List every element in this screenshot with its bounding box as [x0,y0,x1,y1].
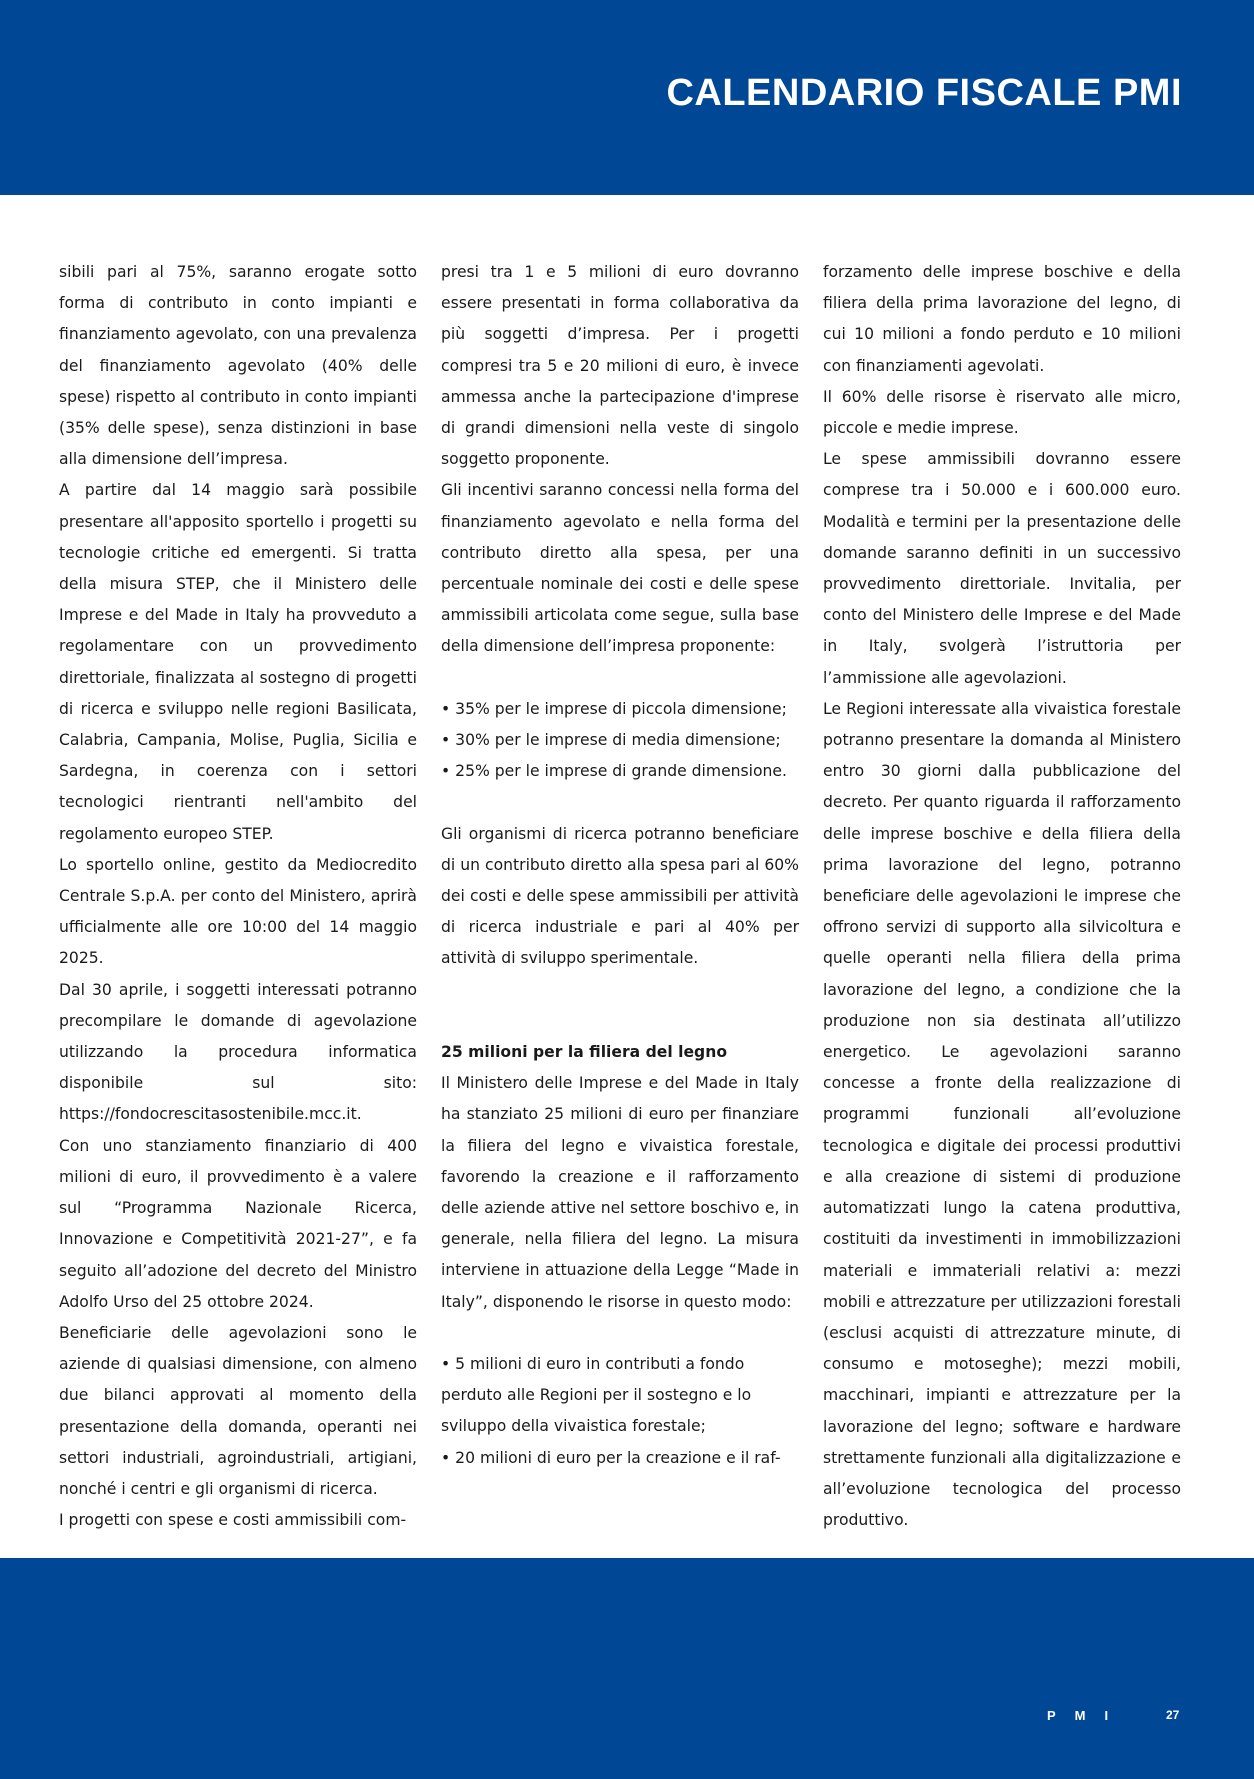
page-number: 27 [1166,1708,1180,1722]
paragraph: Lo sportello online, gestito da Mediocredito Centrale S.p.A. per conto del Ministero, aprirà ufficialmente alle ore 10:00 del 14 maggio 2025. [59,855,417,968]
paragraph: Dal 30 aprile, i soggetti interessati potranno precompilare le domande di agevolazione utilizzando la procedura informatica disponibile sul sito: https://fondocrescitasostenibile.mcc.it. [59,980,417,1124]
list-item: • 35% per le imprese di piccola dimensione; [441,694,799,725]
paragraph: Beneficiarie delle agevolazioni sono le aziende di qualsiasi dimensione, con almeno due bilanci approvati al momento della presentazione della domanda, operanti nei settori industriali, agroindustriali, artigiani, nonché i centri e gli organismi di ricerca. [59,1323,417,1498]
spacer [441,787,799,818]
bullet-list [441,1349,799,1474]
footer-brand: PMI [1047,1708,1128,1723]
text-column-1 [59,257,417,1536]
paragraph: forzamento delle imprese boschive e della filiera della prima lavorazione del legno, di cui 10 milioni a fondo perduto e 10 milioni con finanziamenti agevolati. [823,263,1181,375]
list-item: • 30% per le imprese di media dimensione; [441,725,799,756]
footer-band [0,1558,1254,1779]
paragraph: Il Ministero delle Imprese e del Made in Italy ha stanziato 25 milioni di euro per finanziare la filiera del legno e vivaistica forestale, favorendo la creazione e il rafforzamento delle aziende attive nel settore boschivo e, in generale, nella filiera del legno. La misura interviene in attuazione della Legge “Made in Italy”, disponendo le risorse in questo modo: [441,1074,799,1311]
spacer [441,1318,799,1349]
spacer [441,1006,799,1037]
list-item: • 20 milioni di euro per la creazione e il raf- [441,1443,799,1474]
paragraph: Gli organismi di ricerca potranno beneficiare di un contributo diretto alla spesa pari al 60% dei costi e delle spese ammissibili per attività di ricerca industriale e pari al 40% per attività di sviluppo sperimentale. [441,824,799,968]
spacer [441,975,799,1006]
header-band [0,0,1254,195]
bullet-list [441,694,799,788]
paragraph: Le Regioni interessate alla vivaistica forestale potranno presentare la domanda al Ministero entro 30 giorni dalla pubblicazione del decreto. Per quanto riguarda il rafforzamento delle imprese boschive e della filiera della prima lavorazione del legno, potranno beneficiare delle agevolazioni le imprese che offrono servizi di supporto alla silvicoltura e quelle operanti nella filiera della prima lavorazione del legno, a condizione che la produzione non sia destinata all’utilizzo energetico. Le agevolazioni saranno concesse a fronte della realizzazione di programmi funzionali all’evoluzione tecnologica e digitale dei processi produttivi e alla creazione di sistemi di produzione automatizzati lungo la catena produttiva, costituiti da investimenti in immobilizzazioni materiali e immateriali relativi a: mezzi mobili e attrezzature per utilizzazioni forestali (esclusi acquisti di attrezzature minute, di consumo e motoseghe); mezzi mobili, macchinari, impianti e attrezzature per la lavorazione del legno; software e hardware strettamente funzionali alla digitalizzazione e all’evoluzione tecnologica del processo produttivo. [823,699,1181,1530]
paragraph: Con uno stanziamento finanziario di 400 milioni di euro, il provvedimento è a valere sul “Programma Nazionale Ricerca, Innovazione e Competitività 2021-27”, e fa seguito all’adozione del decreto del Ministro Adolfo Urso del 25 ottobre 2024. [59,1136,417,1311]
spacer [441,663,799,694]
paragraph: I progetti con spese e costi ammissibili com- [59,1511,407,1530]
paragraph: Le spese ammissibili dovranno essere comprese tra i 50.000 e i 600.000 euro. Modalità e termini per la presentazione delle domande saranno definiti in un successivo provvedimento direttoriale. Invitalia, per conto del Ministero delle Imprese e del Made in Italy, svolgerà l’istruttoria per l’ammissione alle agevolazioni. [823,450,1181,687]
paragraph: Gli incentivi saranno concessi nella forma del finanziamento agevolato e nella forma del contributo diretto alla spesa, per una percentuale nominale dei costi e delle spese ammissibili articolata come segue, sulla base della dimensione dell’impresa proponente: [441,481,799,656]
paragraph: Il 60% delle risorse è riservato alle micro, piccole e medie imprese. [823,387,1181,438]
paragraph: presi tra 1 e 5 milioni di euro dovranno essere presentati in forma collaborativa da più soggetti d’impresa. Per i progetti compresi tra 5 e 20 milioni di euro, è invece ammessa anche la partecipazione d'imprese di grandi dimensioni nella veste di singolo soggetto proponente. [441,263,799,469]
list-item: • 25% per le imprese di grande dimensione. [441,756,799,787]
paragraph: A partire dal 14 maggio sarà possibile presentare all'apposito sportello i progetti su tecnologie critiche ed emergenti. Si tratta della misura STEP, che il Ministero delle Imprese e del Made in Italy ha provveduto a regolamentare con un provvedimento direttoriale, finalizzata al sostegno di progetti di ricerca e sviluppo nelle regioni Basilicata, Calabria, Campania, Molise, Puglia, Sicilia e Sardegna, in coerenza con i settori tecnologici rientranti nell'ambito del regolamento europeo STEP. [59,481,417,843]
text-column-3 [823,257,1181,1536]
text-column-2 [441,257,799,1474]
page-title: CALENDARIO FISCALE PMI [666,72,1182,114]
paragraph: sibili pari al 75%, saranno erogate sotto forma di contributo in conto impianti e finanziamento agevolato, con una prevalenza del finanziamento agevolato (40% delle spese) rispetto al contributo in conto impianti (35% delle spese), senza distinzioni in base alla dimensione dell’impresa. [59,263,417,469]
list-item: • 5 milioni di euro in contributi a fondo perduto alle Regioni per il sostegno e lo sviluppo della vivaistica forestale; [441,1349,799,1443]
section-heading: 25 milioni per la filiera del legno [441,1043,728,1062]
